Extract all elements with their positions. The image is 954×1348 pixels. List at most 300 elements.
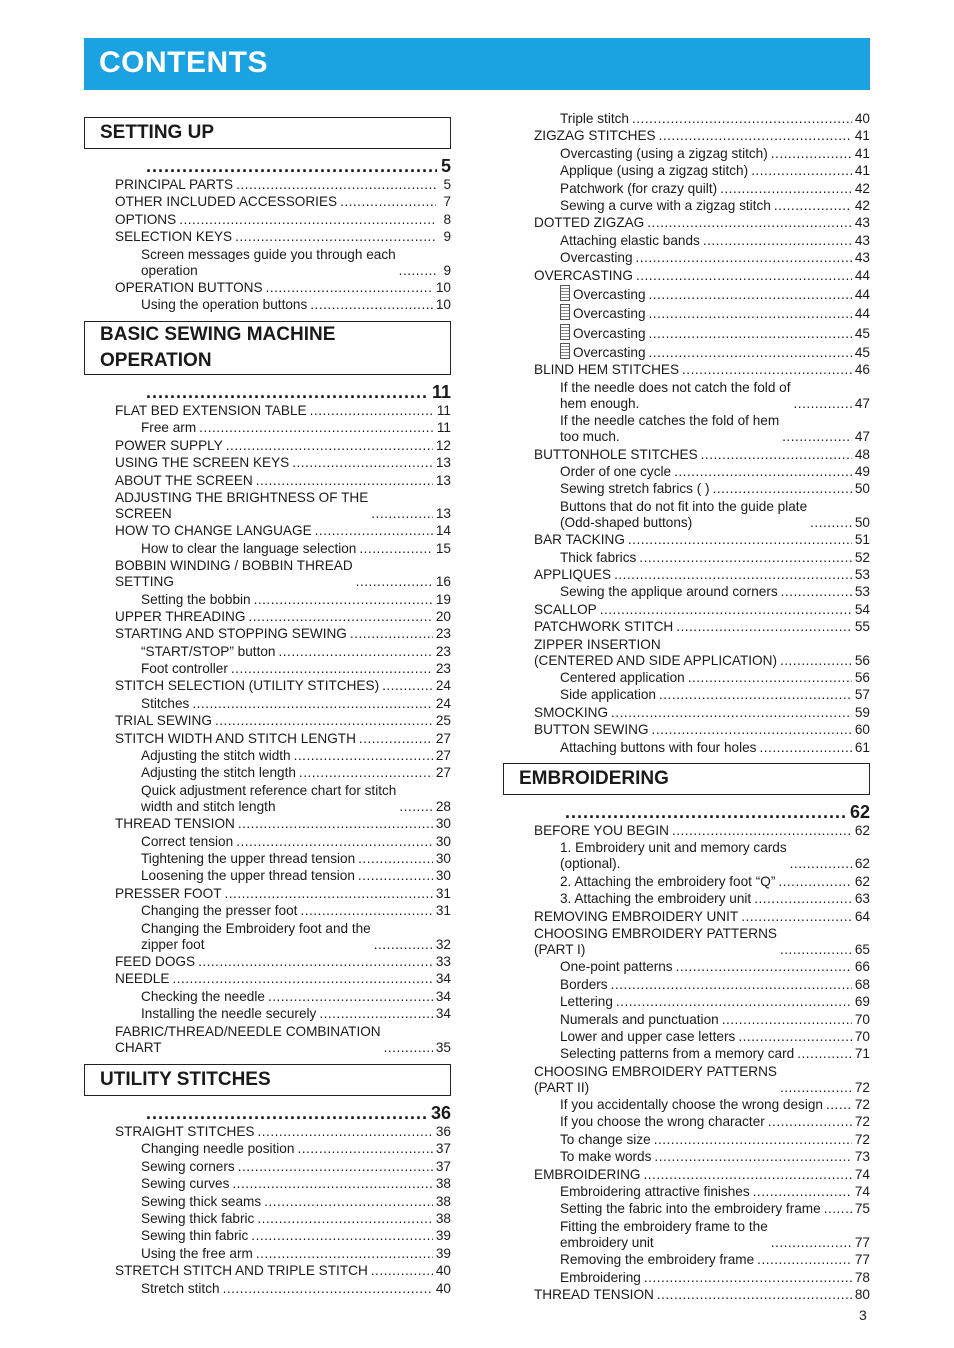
toc-entry [84, 816, 451, 832]
toc-entry-page: 74 [854, 1166, 870, 1182]
leader-dots [659, 128, 852, 144]
toc-entry-page: 64 [854, 908, 870, 924]
toc-entry-label [115, 713, 212, 729]
toc-entry [503, 909, 870, 925]
toc-entry-text: STRETCH STITCH AND TRIPLE STITCH [115, 1263, 368, 1279]
toc-entry-text: OVERCASTING [534, 267, 633, 283]
toc-entry-text: STITCH WIDTH AND STITCH LENGTH [115, 730, 356, 746]
toc-entry-page: 61 [854, 739, 870, 755]
leader-dots [636, 268, 852, 284]
toc-entry-label [141, 783, 396, 815]
toc-entry [503, 584, 870, 600]
toc-entry-label [141, 696, 189, 712]
toc-entry-page: 25 [435, 713, 451, 729]
toc-entry-label [534, 1167, 641, 1183]
toc-list [503, 823, 870, 1303]
toc-entry-label [141, 903, 297, 919]
leader-dots [371, 506, 433, 522]
leader-dots [238, 1159, 433, 1175]
toc-entry-text: ABOUT THE SCREEN [115, 472, 253, 488]
toc-entry-text: SELECTION KEYS [115, 229, 233, 245]
toc-entry-page: 42 [854, 180, 870, 196]
toc-entry-page: 10 [435, 279, 451, 295]
toc-entry-text: ADJUSTING THE BRIGHTNESS OF THE SCREEN [115, 489, 369, 521]
toc-entry [503, 823, 870, 839]
toc-entry-page: 72 [854, 1097, 870, 1113]
leader-dots [649, 287, 852, 303]
toc-entry-label [560, 499, 807, 531]
toc-entry-text: Buttons that do not fit into the guide plate (Odd-shaped buttons) [560, 498, 808, 530]
leader-dots [264, 1194, 433, 1210]
leader-dots [771, 1235, 852, 1251]
toc-entry [84, 541, 451, 557]
leader-dots [236, 177, 436, 193]
section-heading: BASIC SEWING MACHINE OPERATION [84, 321, 451, 375]
toc-entry [503, 1064, 870, 1096]
toc-entry-page: 30 [435, 868, 451, 884]
toc-entry-text: Thick fabrics [560, 549, 637, 565]
leader-dots [753, 1184, 852, 1200]
toc-entry-page: 52 [854, 549, 870, 565]
toc-entry-page: 27 [435, 765, 451, 781]
toc-entry-page: 44 [854, 267, 870, 283]
leader-dots [256, 473, 433, 489]
toc-entry-label [560, 1149, 651, 1165]
toc-entry-label [141, 989, 265, 1005]
toc-entry-page: 24 [435, 678, 451, 694]
toc-entry [84, 1176, 451, 1192]
toc-entry-label [115, 212, 176, 228]
toc-entry-label [534, 637, 777, 669]
toc-entry-page: 42 [854, 197, 870, 213]
toc-entry-label [141, 592, 251, 608]
toc-entry-label [560, 994, 613, 1010]
toc-entry-label [560, 891, 751, 907]
toc-entry-text: BEFORE YOU BEGIN [534, 823, 669, 838]
leader-dots [782, 429, 852, 445]
toc-entry-page: 23 [435, 643, 451, 659]
toc-entry-label [560, 1029, 735, 1045]
toc-entry [84, 678, 451, 694]
section-heading: EMBROIDERING [503, 763, 870, 795]
toc-entry-page: 34 [435, 1006, 451, 1022]
toc-entry-page: 55 [854, 619, 870, 635]
leader-dots [215, 713, 433, 729]
toc-entry-text: THREAD TENSION [534, 1286, 654, 1302]
toc-entry [503, 740, 870, 756]
toc-entry-page: 38 [435, 1176, 451, 1192]
toc-entry [503, 362, 870, 378]
leader-dots [257, 1211, 433, 1227]
leader-dots [682, 362, 852, 378]
leader-dots [179, 212, 436, 228]
toc-entry [503, 198, 870, 214]
toc-entry-page: 11 [436, 420, 451, 436]
toc-entry-label [141, 1006, 316, 1022]
overcast-stitch-icon [560, 324, 570, 340]
toc-entry [84, 626, 451, 642]
leader-dots [771, 146, 852, 162]
toc-entry-text: Numerals and punctuation [560, 1011, 719, 1027]
toc-entry-page: 72 [854, 1114, 870, 1130]
toc-entry [503, 926, 870, 958]
toc-entry-label [560, 343, 646, 361]
leader-dots [232, 1176, 432, 1192]
toc-entry [84, 661, 451, 677]
toc-entry [503, 285, 870, 303]
toc-entry [503, 146, 870, 162]
leader-dots [350, 626, 433, 642]
toc-entry-text: Overcasting (using a zigzag stitch) [560, 145, 768, 161]
toc-entry [84, 1228, 451, 1244]
toc-entry [84, 989, 451, 1005]
toc-entry-page: 44 [854, 306, 870, 322]
leader-dots [192, 696, 433, 712]
toc-entry-text: Applique (using a zigzag stitch) [560, 163, 749, 179]
toc-entry-label [141, 921, 371, 953]
toc-entry-text: PATCHWORK STITCH [534, 619, 674, 635]
leader-dots [780, 942, 852, 958]
toc-entry-label [560, 874, 775, 890]
toc-entry [503, 304, 870, 322]
toc-entry-page: 40 [854, 111, 870, 126]
toc-entry-page: 73 [854, 1149, 870, 1165]
leader-dots [781, 584, 852, 600]
toc-entry-label [141, 644, 275, 660]
toc-entry-label [534, 1287, 654, 1303]
toc-entry [503, 1114, 870, 1130]
toc-entry-text: APPLIQUES [534, 566, 612, 582]
toc-entry-page: 70 [854, 1028, 870, 1044]
toc-entry-label [141, 1159, 235, 1175]
page-number: 3 [859, 1307, 867, 1323]
toc-entry-text: Quick adjustment reference chart for stitch width and stitch length [141, 782, 397, 814]
leader-dots [256, 1246, 433, 1262]
toc-entry-label [560, 740, 756, 756]
toc-entry [84, 194, 451, 210]
toc-list [84, 403, 451, 1056]
toc-entry-text: Lower and upper case letters [560, 1028, 736, 1044]
leader-dots [824, 1201, 852, 1217]
toc-entry-text: STITCH SELECTION (UTILITY STITCHES) [115, 678, 380, 694]
toc-entry-text: USING THE SCREEN KEYS [115, 455, 290, 471]
toc-entry-label [141, 1194, 261, 1210]
toc-entry-page: 50 [854, 514, 870, 530]
leader-dots [632, 111, 852, 127]
toc-entry-label [560, 977, 608, 993]
toc-entry-label [115, 194, 337, 210]
toc-list [84, 1124, 451, 1297]
toc-entry-text: Loosening the upper thread tension [141, 868, 355, 884]
toc-entry [84, 834, 451, 850]
section-heading: SETTING UP [84, 117, 451, 149]
toc-entry-label [560, 324, 646, 342]
toc-entry-text: BOBBIN WINDING / BOBBIN THREAD SETTING [115, 558, 353, 590]
leader-dots [778, 874, 852, 890]
toc-entry-label [534, 215, 644, 231]
toc-entry-text: ZIGZAG STITCHES [534, 128, 656, 144]
toc-entry [503, 1287, 870, 1303]
toc-entry-text: Sewing stretch fabrics ( ) [560, 481, 710, 497]
toc-entry-text: Checking the needle [141, 988, 265, 1004]
leader-dots [628, 532, 852, 548]
toc-entry-page: 33 [435, 953, 451, 969]
leader-dots [611, 977, 852, 993]
toc-entry [84, 403, 451, 419]
toc-entry-label [560, 1097, 823, 1113]
leader-dots [382, 678, 433, 694]
toc-entry [84, 1141, 451, 1157]
toc-entry-label [560, 111, 629, 127]
toc-entry-label [534, 602, 597, 618]
toc-entry-text: Overcasting [573, 345, 646, 361]
toc-entry-label [115, 455, 289, 471]
toc-entry-page: 51 [854, 532, 870, 548]
toc-entry-text: Overcasting [573, 286, 646, 302]
leader-dots [310, 403, 434, 419]
toc-entry-text: TRIAL SEWING [115, 713, 212, 729]
toc-entry-label [560, 1219, 768, 1251]
toc-entry-text: Sewing thick seams [141, 1193, 262, 1209]
toc-entry-text: Overcasting [560, 250, 633, 266]
toc-entry-text: Attaching elastic bands [560, 232, 700, 248]
toc-entry-text: REMOVING EMBROIDERY UNIT [534, 908, 739, 924]
leader-dots [647, 215, 852, 231]
toc-entry [84, 473, 451, 489]
leader-dots [225, 886, 433, 902]
toc-entry-text: CHOOSING EMBROIDERY PATTERNS (PART I) [534, 925, 777, 957]
toc-entry-page: 27 [435, 748, 451, 764]
toc-entry-text: Embroidering [560, 1269, 641, 1285]
toc-entry-text: OPTIONS [115, 211, 177, 227]
leader-dots [359, 731, 433, 747]
toc-entry-text: PRESSER FOOT [115, 885, 222, 901]
toc-entry-page: 66 [854, 959, 870, 975]
toc-entry-page: 54 [854, 601, 870, 617]
toc-entry-label [141, 765, 296, 781]
toc-entry [503, 324, 870, 342]
toc-entry [84, 212, 451, 228]
toc-entry-text: Adjusting the stitch length [141, 765, 296, 781]
toc-entry-label [115, 609, 245, 625]
toc-entry-text: UPPER THREADING [115, 608, 246, 624]
toc-entry [503, 1219, 870, 1251]
toc-entry-page: 15 [435, 540, 451, 556]
leader-dots [688, 670, 852, 686]
toc-entry-label [534, 705, 608, 721]
leader-dots [797, 1046, 852, 1062]
toc-entry-text: SMOCKING [534, 704, 609, 720]
toc-entry-page: 69 [854, 994, 870, 1010]
toc-entry-page: 31 [435, 903, 451, 919]
toc-entry [84, 765, 451, 781]
leader-dots [751, 163, 852, 179]
toc-entry-page: 53 [854, 584, 870, 600]
toc-entry-text: CHOOSING EMBROIDERY PATTERNS (PART II) [534, 1063, 777, 1095]
toc-entry-text: BUTTONHOLE STITCHES [534, 446, 698, 462]
toc-entry-page: 57 [854, 687, 870, 703]
section-setting-up [84, 117, 451, 315]
toc-entry [503, 550, 870, 566]
toc-list [84, 177, 451, 313]
toc-entry [84, 868, 451, 884]
toc-entry [503, 163, 870, 179]
toc-entry-text: Overcasting [573, 306, 646, 322]
toc-entry-label [534, 722, 649, 738]
toc-entry [84, 1281, 451, 1297]
toc-entry-page: 53 [854, 566, 870, 582]
overcast-stitch-icon [560, 304, 570, 320]
toc-entry-page: 14 [435, 523, 451, 539]
toc-entry [84, 954, 451, 970]
toc-entry [503, 602, 870, 618]
toc-entry-page: 23 [435, 661, 451, 677]
toc-entry-text: Stitches [141, 695, 190, 711]
toc-entry [503, 1149, 870, 1165]
toc-entry-label [560, 687, 656, 703]
leader-dots [713, 481, 852, 497]
toc-entry [503, 181, 870, 197]
toc-entry-text: Sewing corners [141, 1158, 235, 1174]
toc-entry-text: Stretch stitch [141, 1280, 220, 1296]
leader-dots [654, 1149, 851, 1165]
leader-dots [248, 609, 432, 625]
leader-dots [292, 455, 433, 471]
toc-entry-text: Sewing curves [141, 1176, 230, 1192]
toc-entry-label [141, 247, 396, 279]
toc-entry-text: Screen messages guide you through each operation [141, 246, 396, 278]
leader-dots [676, 619, 852, 635]
toc-entry-page: 41 [854, 163, 870, 179]
leader-dots [356, 574, 433, 590]
toc-entry-text: BLIND HEM STITCHES [534, 362, 680, 378]
section-page: ..... 62 [503, 801, 870, 823]
toc-entry-label [115, 731, 356, 747]
toc-entry [503, 343, 870, 361]
toc-entry-label [115, 403, 307, 419]
toc-entry-text: ZIPPER INSERTION (CENTERED AND SIDE APPLICATION) [534, 636, 777, 668]
leader-dots [657, 1287, 852, 1303]
toc-entry [503, 1097, 870, 1113]
toc-entry-page: 45 [854, 325, 870, 341]
toc-entry-page: 47 [854, 429, 870, 445]
toc-entry-page: 27 [435, 730, 451, 746]
toc-entry-text: FABRIC/THREAD/NEEDLE COMBINATION CHART [115, 1023, 381, 1055]
leader-dots [340, 194, 436, 210]
toc-entry-page: 32 [435, 936, 451, 952]
toc-entry-page: 72 [854, 1131, 870, 1147]
leader-dots [600, 602, 852, 618]
toc-entry-page: 10 [435, 297, 451, 313]
leader-dots [257, 1124, 432, 1140]
toc-entry-text: Tightening the upper thread tension [141, 850, 356, 866]
toc-entry-text: STRAIGHT STITCHES [115, 1124, 255, 1139]
toc-entry-label [560, 840, 787, 872]
toc-entry-page: 43 [854, 215, 870, 231]
toc-entry-page: 40 [435, 1280, 451, 1296]
toc-entry-label [534, 128, 656, 144]
leader-dots [300, 903, 432, 919]
toc-entry-page: 70 [854, 1011, 870, 1027]
leader-dots [358, 868, 433, 884]
toc-entry [84, 851, 451, 867]
toc-entry-label [560, 1201, 821, 1217]
toc-entry-label [534, 1064, 777, 1096]
toc-entry-label [115, 558, 353, 590]
leader-dots [254, 592, 433, 608]
leader-dots [223, 1281, 433, 1297]
leader-dots [266, 280, 433, 296]
leader-dots [319, 1006, 433, 1022]
leader-dots [672, 823, 852, 839]
toc-entry-label [115, 971, 169, 987]
leader-dots [235, 229, 436, 245]
toc-entry [503, 1167, 870, 1183]
leader-dots [268, 989, 433, 1005]
leader-dots [297, 1141, 432, 1157]
toc-entry-text: Sewing a curve with a zigzag stitch [560, 197, 771, 213]
toc-entry-page: 40 [435, 1263, 451, 1279]
toc-entry-text: THREAD TENSION [115, 816, 235, 832]
toc-entry [503, 499, 870, 531]
toc-entry [84, 886, 451, 902]
toc-entry-label [534, 909, 738, 925]
toc-entry-text: BAR TACKING [534, 532, 625, 548]
toc-entry [503, 532, 870, 548]
toc-entry [503, 1184, 870, 1200]
toc-entry-label [560, 285, 646, 303]
toc-entry-label [560, 1012, 719, 1028]
toc-entry-page: 35 [435, 1039, 451, 1055]
toc-entry-label [560, 670, 685, 686]
leader-dots [278, 644, 432, 660]
toc-entry-page: 7 [443, 194, 451, 210]
toc-entry-label [141, 297, 307, 313]
toc-entry-text: Using the operation buttons [141, 297, 308, 313]
toc-entry-label [560, 380, 791, 412]
toc-entry [503, 1046, 870, 1062]
toc-entry-page: 16 [435, 574, 451, 590]
toc-entry-text: Free arm [141, 420, 197, 436]
leader-dots [649, 306, 852, 322]
toc-entry [84, 229, 451, 245]
toc-entry-page: 38 [435, 1193, 451, 1209]
toc-entry-text: Installing the needle securely [141, 1006, 317, 1022]
toc-entry-page: 24 [435, 695, 451, 711]
toc-entry [84, 490, 451, 522]
toc-entry-text: Correct tension [141, 833, 234, 849]
toc-entry [503, 977, 870, 993]
toc-entry-label [560, 233, 700, 249]
toc-entry [84, 1246, 451, 1262]
toc-entry [84, 609, 451, 625]
leader-dots [371, 1263, 433, 1279]
toc-entry-text: Order of one cycle [560, 464, 672, 480]
toc-entry [84, 921, 451, 953]
toc-entry-page: 13 [435, 505, 451, 521]
toc-entry [503, 1012, 870, 1028]
toc-entry [84, 1263, 451, 1279]
toc-entry-page: 48 [854, 446, 870, 462]
section-embroidering [503, 763, 870, 1304]
toc-entry [84, 297, 451, 313]
toc-entry-label [534, 362, 679, 378]
overcast-stitch-icon [560, 285, 570, 301]
toc-entry [503, 994, 870, 1010]
toc-entry [503, 959, 870, 975]
toc-entry [84, 713, 451, 729]
toc-entry [84, 438, 451, 454]
